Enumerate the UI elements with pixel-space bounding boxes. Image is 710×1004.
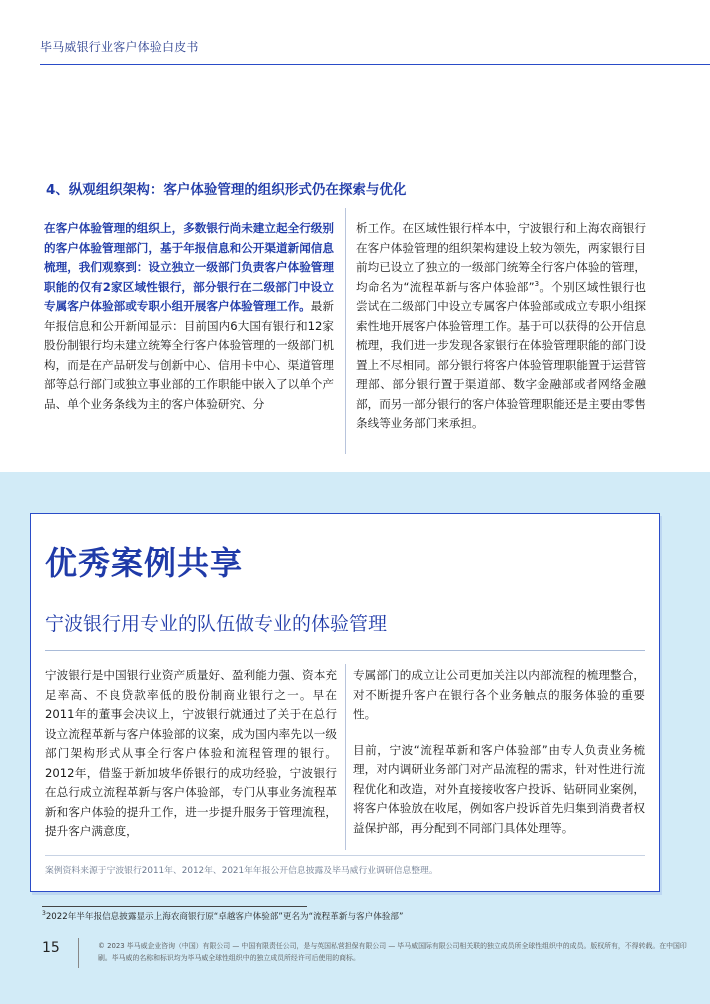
footnote-text: 2022年半年报信息披露显示上海农商银行原“卓越客户体验部”更名为“流程革新与客户体验部”	[45, 912, 404, 922]
case-source-rule	[45, 855, 645, 856]
section-left-column	[44, 219, 334, 414]
case-title-rule	[45, 650, 645, 651]
case-column-divider	[345, 664, 346, 850]
page-number: 15	[42, 940, 60, 956]
section-heading: 4、纵观组织架构：客户体验管理的组织形式仍在探索与优化	[46, 182, 407, 198]
section-left-body: 最新年报信息和公开新闻显示：目前国内6大国有银行和12家股份制银行均未建立统筹全行客户体验管理的一级部门机构，而是在产品研发与创新中心、信用卡中心、渠道管理部等总行部门或独立事业部的工作职能中嵌入了以单个产品、单个业务条线为主的客户体验研究、分	[44, 299, 334, 411]
legal-notice: © 2023 毕马威企业咨询（中国）有限公司 — 中国有限责任公司，是与英国私营担保有限公司 — 毕马威国际有限公司相关联的独立成员所全球性组织中的成员。版权所有，不得转载。在中国印刷。毕马威的名称和标识均为毕马威全球性组织中的独立成员所经许可后使用的商标。	[98, 942, 687, 962]
case-right-paragraph-2: 目前，宁波“流程革新和客户体验部”由专人负责业务梳理，对内调研业务部门对产品流程的需求，针对性进行流程优化和改造，对外直接接收客户投诉、钻研同业案例，将客户体验放在收尾，例如客户投诉首先归集到消费者权益保护部，再分配到不同部门具体处理等。	[353, 742, 645, 835]
footer-divider	[78, 938, 79, 968]
case-left-column: 宁波银行是中国银行业资产质量好、盈利能力强、资本充足率高、不良贷款率低的股份制商业银行之一。早在2011年的董事会决议上，宁波银行就通过了关于在总行设立流程革新与客户体验部的议案，成为国内率先以一级部门架构形式从事全行客户体验和流程管理的银行。2012年，借鉴于新加坡华侨银行的成功经验，宁波银行在总行成立流程革新与客户体验部，专门从事业务流程革新和客户体验的提升工作，进一步提升服务于管理流程，提升客户满意度，	[45, 668, 337, 838]
case-right-column	[353, 666, 645, 854]
header-title: 毕马威银行业客户体验白皮书	[40, 40, 199, 54]
case-title: 优秀案例共享	[45, 544, 244, 582]
section-right-body-a: 析工作。在区域性银行样本中，宁波银行和上海农商银行在客户体验管理的组织架构建设上较为领先，两家银行目前均已设立了独立的一级部门统筹全行客户体验的管理，均命名为“流程革新与客户体验部”	[356, 221, 646, 294]
case-right-paragraph-1: 专属部门的成立让公司更加关注以内部流程的梳理整合，对不断提升客户在银行各个业务触点的服务体验的重要性。	[353, 668, 645, 721]
footnote-rule	[42, 906, 307, 907]
section-right-body-b: 。个别区域性银行也尝试在二级部门中设立专属客户体验部或成立专职小组探索性地开展客户体验管理工作。基于可以获得的公开信息梳理，我们进一步发现各家银行在体验管理职能的部门设置上不尽相同。部分银行将客户体验管理职能置于运营管理部、部分银行置于渠道部、数字金融部或者网络金融部，而另一部分银行的客户体验管理职能还是主要由零售条线等业务部门来承担。	[356, 279, 646, 430]
footnote-number: 3	[42, 910, 46, 918]
section-highlight-text: 在客户体验管理的组织上，多数银行尚未建立起全行级别的客户体验管理部门，基于年报信息和公开渠道新闻信息梳理，我们观察到：设立独立一级部门负责客户体验管理职能的仅有2家区域性银行，部分银行在二级部门中设立专属客户体验部或专职小组开展客户体验管理工作。	[44, 221, 334, 313]
case-subtitle: 宁波银行用专业的队伍做专业的体验管理	[45, 613, 388, 635]
footnote-marker: 3	[534, 279, 540, 288]
header-rule	[40, 64, 710, 65]
case-card	[30, 513, 660, 892]
case-source-note: 案例资料来源于宁波银行2011年、2012年、2021年年报公开信息披露及毕马威行业调研信息整理。	[45, 866, 438, 876]
section-right-column	[356, 219, 646, 434]
page-header	[0, 0, 710, 66]
column-divider	[345, 208, 346, 454]
footnote	[42, 910, 403, 922]
